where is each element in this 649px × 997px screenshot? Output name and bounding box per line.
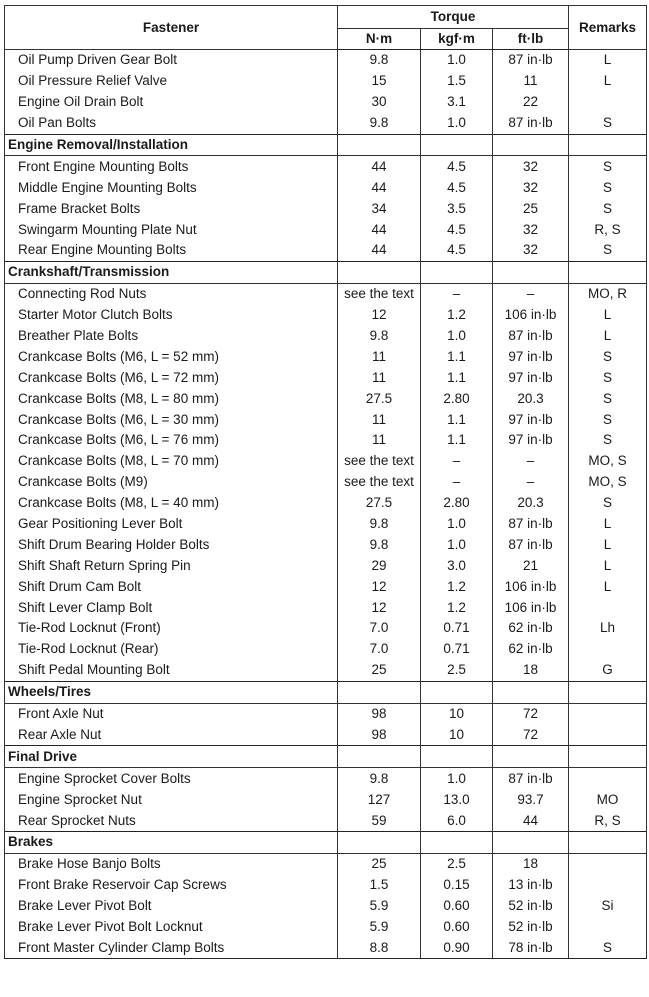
remarks-value: L: [569, 71, 647, 92]
fastener-name: Front Master Cylinder Clamp Bolts: [5, 937, 338, 958]
nm-value: 11: [338, 430, 421, 451]
fastener-name: Shift Shaft Return Spring Pin: [5, 555, 338, 576]
section-empty-cell: [569, 681, 647, 703]
table-row: [5, 875, 647, 896]
ftlb-value: 93.7: [493, 789, 569, 810]
ftlb-value: 13 in·lb: [493, 875, 569, 896]
nm-value: 9.8: [338, 326, 421, 347]
nm-value: 12: [338, 305, 421, 326]
fastener-name: Shift Lever Clamp Bolt: [5, 597, 338, 618]
kgfm-value: 2.80: [421, 388, 493, 409]
table-row: [5, 810, 647, 831]
nm-value: 9.8: [338, 50, 421, 71]
section-empty-cell: [569, 134, 647, 156]
nm-value: 27.5: [338, 388, 421, 409]
fastener-name: Crankcase Bolts (M6, L = 30 mm): [5, 409, 338, 430]
kgfm-value: 0.60: [421, 917, 493, 938]
remarks-value: L: [569, 576, 647, 597]
nm-value: 8.8: [338, 937, 421, 958]
ftlb-value: 22: [493, 92, 569, 113]
fastener-name: Frame Bracket Bolts: [5, 198, 338, 219]
kgfm-value: 3.1: [421, 92, 493, 113]
ftlb-value: 106 in·lb: [493, 576, 569, 597]
remarks-value: S: [569, 240, 647, 261]
nm-value: 15: [338, 71, 421, 92]
section-header-row: [5, 831, 647, 853]
table-row: [5, 409, 647, 430]
remarks-value: MO, R: [569, 283, 647, 304]
ftlb-value: 44: [493, 810, 569, 831]
remarks-value: L: [569, 555, 647, 576]
table-row: [5, 451, 647, 472]
section-empty-cell: [338, 746, 421, 768]
table-row: [5, 430, 647, 451]
nm-value: 7.0: [338, 618, 421, 639]
fastener-name: Shift Drum Bearing Holder Bolts: [5, 534, 338, 555]
section-empty-cell: [338, 831, 421, 853]
table-row: [5, 50, 647, 71]
fastener-name: Crankcase Bolts (M8, L = 80 mm): [5, 388, 338, 409]
kgfm-value: 2.5: [421, 660, 493, 681]
remarks-value: L: [569, 514, 647, 535]
kgfm-value: 1.2: [421, 576, 493, 597]
table-row: [5, 703, 647, 724]
remarks-value: [569, 725, 647, 746]
kgfm-value: 4.5: [421, 156, 493, 177]
nm-value: 9.8: [338, 514, 421, 535]
table-row: [5, 472, 647, 493]
section-empty-cell: [421, 831, 493, 853]
table-row: [5, 534, 647, 555]
table-row: [5, 896, 647, 917]
kgfm-value: 1.0: [421, 534, 493, 555]
nm-value: 11: [338, 346, 421, 367]
fastener-name: Oil Pump Driven Gear Bolt: [5, 50, 338, 71]
table-row: [5, 639, 647, 660]
table-row: [5, 326, 647, 347]
kgfm-value: 13.0: [421, 789, 493, 810]
ftlb-value: 97 in·lb: [493, 367, 569, 388]
nm-value: 9.8: [338, 113, 421, 134]
nm-value: 44: [338, 240, 421, 261]
table-row: [5, 113, 647, 134]
ftlb-value: 97 in·lb: [493, 409, 569, 430]
table-row: [5, 789, 647, 810]
table-row: [5, 156, 647, 177]
fastener-name: Front Axle Nut: [5, 703, 338, 724]
table-row: [5, 177, 647, 198]
remarks-value: MO: [569, 789, 647, 810]
remarks-value: R, S: [569, 219, 647, 240]
table-row: [5, 576, 647, 597]
section-empty-cell: [493, 261, 569, 283]
kgfm-value: 1.1: [421, 409, 493, 430]
fastener-name: Front Engine Mounting Bolts: [5, 156, 338, 177]
nm-value: see the text: [338, 451, 421, 472]
nm-header: N·m: [338, 29, 421, 50]
nm-value: 98: [338, 703, 421, 724]
table-row: [5, 725, 647, 746]
table-row: [5, 92, 647, 113]
ftlb-value: 78 in·lb: [493, 937, 569, 958]
fastener-name: Tie-Rod Locknut (Front): [5, 618, 338, 639]
ftlb-value: –: [493, 451, 569, 472]
remarks-value: S: [569, 937, 647, 958]
section-header-row: [5, 746, 647, 768]
table-row: [5, 555, 647, 576]
fastener-name: Oil Pan Bolts: [5, 113, 338, 134]
ftlb-value: 97 in·lb: [493, 430, 569, 451]
kgfm-value: 0.60: [421, 896, 493, 917]
ftlb-value: 97 in·lb: [493, 346, 569, 367]
nm-value: see the text: [338, 472, 421, 493]
fastener-name: Gear Positioning Lever Bolt: [5, 514, 338, 535]
fastener-name: Crankcase Bolts (M8, L = 70 mm): [5, 451, 338, 472]
remarks-value: [569, 853, 647, 874]
section-empty-cell: [493, 831, 569, 853]
fastener-name: Rear Axle Nut: [5, 725, 338, 746]
remarks-value: Lh: [569, 618, 647, 639]
remarks-value: L: [569, 305, 647, 326]
nm-value: 44: [338, 177, 421, 198]
section-empty-cell: [338, 261, 421, 283]
kgfm-value: 1.0: [421, 113, 493, 134]
nm-value: 9.8: [338, 534, 421, 555]
remarks-value: S: [569, 177, 647, 198]
kgfm-value: 3.0: [421, 555, 493, 576]
fastener-name: Crankcase Bolts (M6, L = 52 mm): [5, 346, 338, 367]
ftlb-value: 72: [493, 703, 569, 724]
section-empty-cell: [421, 746, 493, 768]
table-row: [5, 305, 647, 326]
ftlb-value: 106 in·lb: [493, 305, 569, 326]
kgfm-value: 4.5: [421, 240, 493, 261]
ftlb-value: 106 in·lb: [493, 597, 569, 618]
remarks-value: [569, 768, 647, 789]
fastener-name: Crankcase Bolts (M6, L = 72 mm): [5, 367, 338, 388]
kgfm-value: –: [421, 283, 493, 304]
nm-value: 25: [338, 853, 421, 874]
table-row: [5, 618, 647, 639]
nm-value: 44: [338, 219, 421, 240]
nm-value: 127: [338, 789, 421, 810]
fastener-name: Engine Sprocket Nut: [5, 789, 338, 810]
section-title: Wheels/Tires: [5, 681, 338, 703]
fastener-name: Rear Engine Mounting Bolts: [5, 240, 338, 261]
ftlb-value: 32: [493, 219, 569, 240]
nm-value: 44: [338, 156, 421, 177]
section-header-row: [5, 261, 647, 283]
kgfm-value: 1.0: [421, 50, 493, 71]
fastener-name: Shift Pedal Mounting Bolt: [5, 660, 338, 681]
ftlb-value: 87 in·lb: [493, 50, 569, 71]
kgfm-value: 1.5: [421, 71, 493, 92]
kgfm-value: 1.1: [421, 367, 493, 388]
fastener-name: Crankcase Bolts (M8, L = 40 mm): [5, 493, 338, 514]
ftlb-value: 18: [493, 853, 569, 874]
section-title: Final Drive: [5, 746, 338, 768]
remarks-value: S: [569, 430, 647, 451]
nm-value: 7.0: [338, 639, 421, 660]
kgfm-value: 4.5: [421, 219, 493, 240]
table-row: [5, 71, 647, 92]
nm-value: 5.9: [338, 917, 421, 938]
ftlb-header: ft·lb: [493, 29, 569, 50]
kgfm-header: kgf·m: [421, 29, 493, 50]
remarks-value: Si: [569, 896, 647, 917]
kgfm-value: 1.0: [421, 326, 493, 347]
kgfm-value: –: [421, 472, 493, 493]
section-title: Brakes: [5, 831, 338, 853]
kgfm-value: –: [421, 451, 493, 472]
kgfm-value: 2.5: [421, 853, 493, 874]
ftlb-value: 87 in·lb: [493, 768, 569, 789]
section-empty-cell: [569, 746, 647, 768]
kgfm-value: 1.2: [421, 597, 493, 618]
table-row: [5, 388, 647, 409]
section-empty-cell: [421, 681, 493, 703]
table-row: [5, 283, 647, 304]
kgfm-value: 0.71: [421, 618, 493, 639]
ftlb-value: 52 in·lb: [493, 896, 569, 917]
section-empty-cell: [421, 134, 493, 156]
section-empty-cell: [569, 831, 647, 853]
fastener-name: Starter Motor Clutch Bolts: [5, 305, 338, 326]
ftlb-value: 87 in·lb: [493, 113, 569, 134]
section-empty-cell: [569, 261, 647, 283]
table-row: [5, 198, 647, 219]
remarks-value: [569, 639, 647, 660]
nm-value: 25: [338, 660, 421, 681]
ftlb-value: 20.3: [493, 388, 569, 409]
kgfm-value: 1.0: [421, 768, 493, 789]
nm-value: 34: [338, 198, 421, 219]
torque-table: [4, 5, 647, 959]
nm-value: 30: [338, 92, 421, 113]
remarks-value: G: [569, 660, 647, 681]
fastener-name: Connecting Rod Nuts: [5, 283, 338, 304]
section-empty-cell: [338, 681, 421, 703]
table-row: [5, 493, 647, 514]
nm-value: 27.5: [338, 493, 421, 514]
fastener-name: Brake Lever Pivot Bolt Locknut: [5, 917, 338, 938]
remarks-value: [569, 92, 647, 113]
kgfm-value: 0.71: [421, 639, 493, 660]
fastener-name: Crankcase Bolts (M6, L = 76 mm): [5, 430, 338, 451]
fastener-name: Engine Oil Drain Bolt: [5, 92, 338, 113]
kgfm-value: 1.1: [421, 430, 493, 451]
table-row: [5, 367, 647, 388]
fastener-name: Tie-Rod Locknut (Rear): [5, 639, 338, 660]
remarks-value: S: [569, 388, 647, 409]
fastener-name: Swingarm Mounting Plate Nut: [5, 219, 338, 240]
remarks-value: S: [569, 113, 647, 134]
ftlb-value: 32: [493, 156, 569, 177]
ftlb-value: 21: [493, 555, 569, 576]
kgfm-value: 6.0: [421, 810, 493, 831]
remarks-value: [569, 703, 647, 724]
remarks-value: L: [569, 326, 647, 347]
torque-header: Torque: [338, 6, 569, 29]
ftlb-value: 32: [493, 240, 569, 261]
remarks-value: S: [569, 409, 647, 430]
fastener-name: Middle Engine Mounting Bolts: [5, 177, 338, 198]
fastener-name: Crankcase Bolts (M9): [5, 472, 338, 493]
nm-value: 12: [338, 576, 421, 597]
table-row: [5, 768, 647, 789]
fastener-name: Breather Plate Bolts: [5, 326, 338, 347]
fastener-name: Rear Sprocket Nuts: [5, 810, 338, 831]
table-row: [5, 240, 647, 261]
section-empty-cell: [493, 746, 569, 768]
ftlb-value: 87 in·lb: [493, 326, 569, 347]
remarks-value: MO, S: [569, 472, 647, 493]
ftlb-value: 32: [493, 177, 569, 198]
remarks-value: S: [569, 493, 647, 514]
ftlb-value: 52 in·lb: [493, 917, 569, 938]
kgfm-value: 1.0: [421, 514, 493, 535]
section-title: Crankshaft/Transmission: [5, 261, 338, 283]
kgfm-value: 1.2: [421, 305, 493, 326]
table-body: [5, 50, 647, 959]
table-row: [5, 917, 647, 938]
ftlb-value: –: [493, 283, 569, 304]
remarks-value: [569, 597, 647, 618]
remarks-header: Remarks: [569, 6, 647, 50]
nm-value: 59: [338, 810, 421, 831]
section-empty-cell: [338, 134, 421, 156]
fastener-name: Oil Pressure Relief Valve: [5, 71, 338, 92]
ftlb-value: 20.3: [493, 493, 569, 514]
nm-value: 9.8: [338, 768, 421, 789]
torque-table-page: [4, 5, 646, 959]
remarks-value: S: [569, 367, 647, 388]
remarks-value: S: [569, 198, 647, 219]
remarks-value: MO, S: [569, 451, 647, 472]
table-row: [5, 937, 647, 958]
remarks-value: S: [569, 156, 647, 177]
remarks-value: S: [569, 346, 647, 367]
section-header-row: [5, 681, 647, 703]
ftlb-value: 87 in·lb: [493, 534, 569, 555]
kgfm-value: 1.1: [421, 346, 493, 367]
kgfm-value: 10: [421, 703, 493, 724]
section-empty-cell: [493, 134, 569, 156]
ftlb-value: 72: [493, 725, 569, 746]
nm-value: 5.9: [338, 896, 421, 917]
kgfm-value: 0.90: [421, 937, 493, 958]
table-row: [5, 346, 647, 367]
nm-value: 11: [338, 367, 421, 388]
nm-value: 12: [338, 597, 421, 618]
fastener-header: Fastener: [5, 6, 338, 50]
kgfm-value: 0.15: [421, 875, 493, 896]
section-empty-cell: [421, 261, 493, 283]
ftlb-value: 18: [493, 660, 569, 681]
fastener-name: Engine Sprocket Cover Bolts: [5, 768, 338, 789]
fastener-name: Brake Lever Pivot Bolt: [5, 896, 338, 917]
fastener-name: Brake Hose Banjo Bolts: [5, 853, 338, 874]
kgfm-value: 10: [421, 725, 493, 746]
nm-value: 11: [338, 409, 421, 430]
table-row: [5, 514, 647, 535]
kgfm-value: 3.5: [421, 198, 493, 219]
ftlb-value: 87 in·lb: [493, 514, 569, 535]
table-row: [5, 853, 647, 874]
table-row: [5, 660, 647, 681]
section-title: Engine Removal/Installation: [5, 134, 338, 156]
nm-value: 98: [338, 725, 421, 746]
table-header: [5, 6, 647, 50]
remarks-value: L: [569, 50, 647, 71]
section-empty-cell: [493, 681, 569, 703]
nm-value: 29: [338, 555, 421, 576]
fastener-name: Front Brake Reservoir Cap Screws: [5, 875, 338, 896]
ftlb-value: 62 in·lb: [493, 639, 569, 660]
remarks-value: [569, 875, 647, 896]
remarks-value: R, S: [569, 810, 647, 831]
ftlb-value: –: [493, 472, 569, 493]
table-row: [5, 219, 647, 240]
ftlb-value: 11: [493, 71, 569, 92]
nm-value: 1.5: [338, 875, 421, 896]
remarks-value: L: [569, 534, 647, 555]
remarks-value: [569, 917, 647, 938]
kgfm-value: 2.80: [421, 493, 493, 514]
nm-value: see the text: [338, 283, 421, 304]
kgfm-value: 4.5: [421, 177, 493, 198]
fastener-name: Shift Drum Cam Bolt: [5, 576, 338, 597]
ftlb-value: 25: [493, 198, 569, 219]
ftlb-value: 62 in·lb: [493, 618, 569, 639]
table-row: [5, 597, 647, 618]
section-header-row: [5, 134, 647, 156]
